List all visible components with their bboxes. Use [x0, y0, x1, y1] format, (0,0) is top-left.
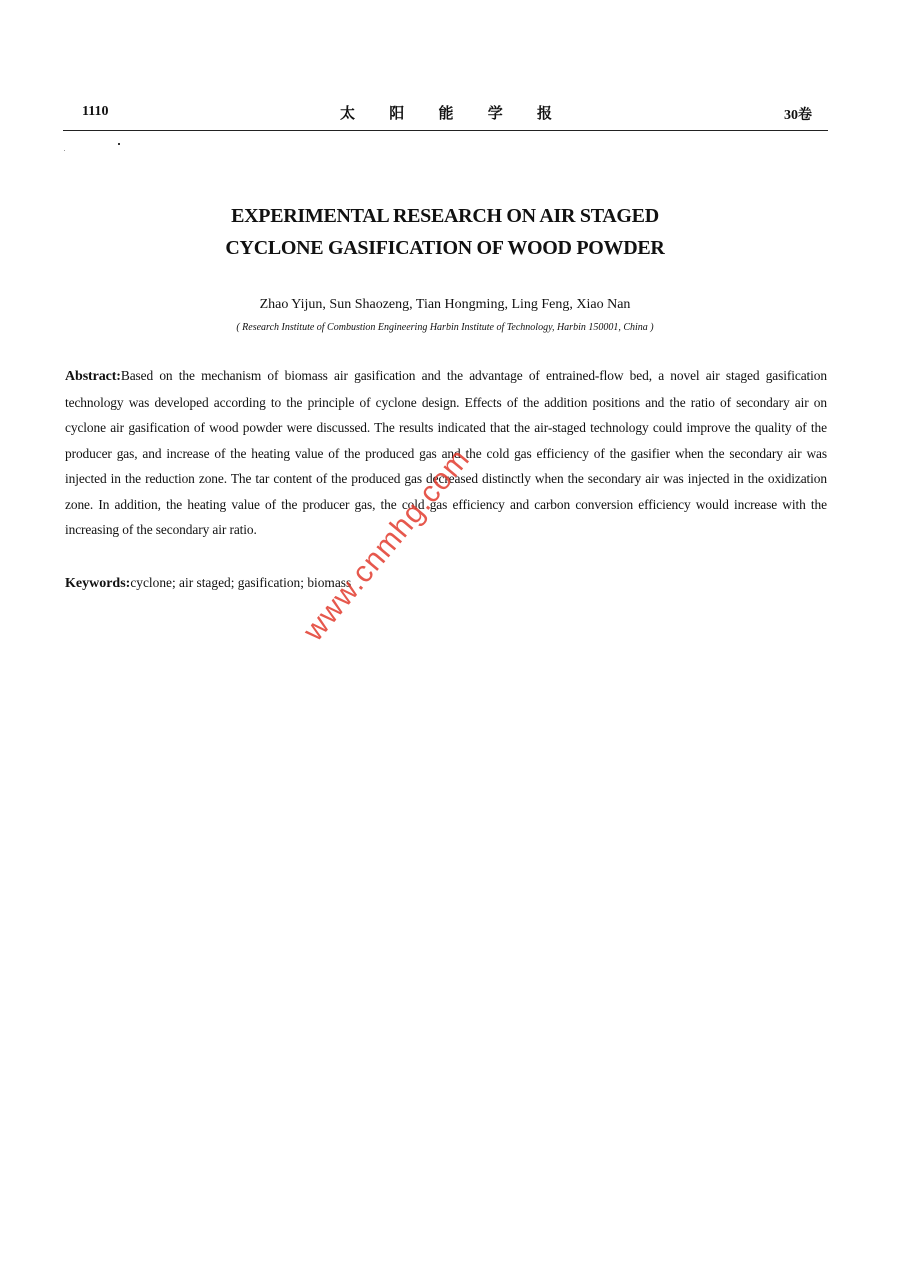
- title-line-2: CYCLONE GASIFICATION OF WOOD POWDER: [225, 237, 665, 259]
- header-divider: [63, 130, 828, 131]
- volume-label: 30卷: [784, 108, 812, 123]
- author-list: Zhao Yijun, Sun Shaozeng, Tian Hongming, Ling Feng, Xiao Nan: [259, 297, 631, 312]
- keywords-label: Keywords:: [65, 576, 131, 591]
- abstract-label: Abstract:: [65, 369, 121, 384]
- journal-char: 报: [536, 104, 552, 122]
- keywords-text: cyclone; air staged; gasification; biomass: [130, 575, 352, 590]
- title-line-1: EXPERIMENTAL RESEARCH ON AIR STAGED: [231, 205, 659, 227]
- affiliation: ( Research Institute of Combustion Engineering Harbin Institute of Technology, Harbin 150001, China ): [236, 322, 654, 333]
- page-number: 1110: [82, 104, 109, 119]
- abstract-text: Based on the mechanism of biomass air gasification and the advantage of entrained-flow bed, a novel air staged gasification technology was developed according to the principle of cyclone design. Effects of the addition positions and the ratio of secondary air on cyclone air gasification of wood powder were discussed. The results indicated that the air-staged technology could improve the quality of the producer gas, and increase of the heating value of the produced gas and the cold gas efficiency of the gasifier when the secondary air was injected in the reduction zone. The tar content of the produced gas decreased distinctly when the secondary air was injected in the oxidization zone. In addition, the heating value of the producer gas, the cold gas efficiency and carbon conversion efficiency would increase with the increasing of the secondary air ratio.: [65, 368, 827, 537]
- keywords: [65, 570, 827, 596]
- watermark: www.cnmhg.com: [296, 442, 477, 648]
- journal-char: 能: [438, 104, 454, 122]
- journal-char: 太: [340, 104, 356, 122]
- journal-char: 阳: [389, 104, 405, 122]
- scan-artifact: [64, 150, 65, 151]
- journal-char: 学: [487, 104, 503, 122]
- scan-artifact: [118, 143, 120, 145]
- journal-title: [340, 102, 552, 123]
- paper-title: [100, 200, 790, 264]
